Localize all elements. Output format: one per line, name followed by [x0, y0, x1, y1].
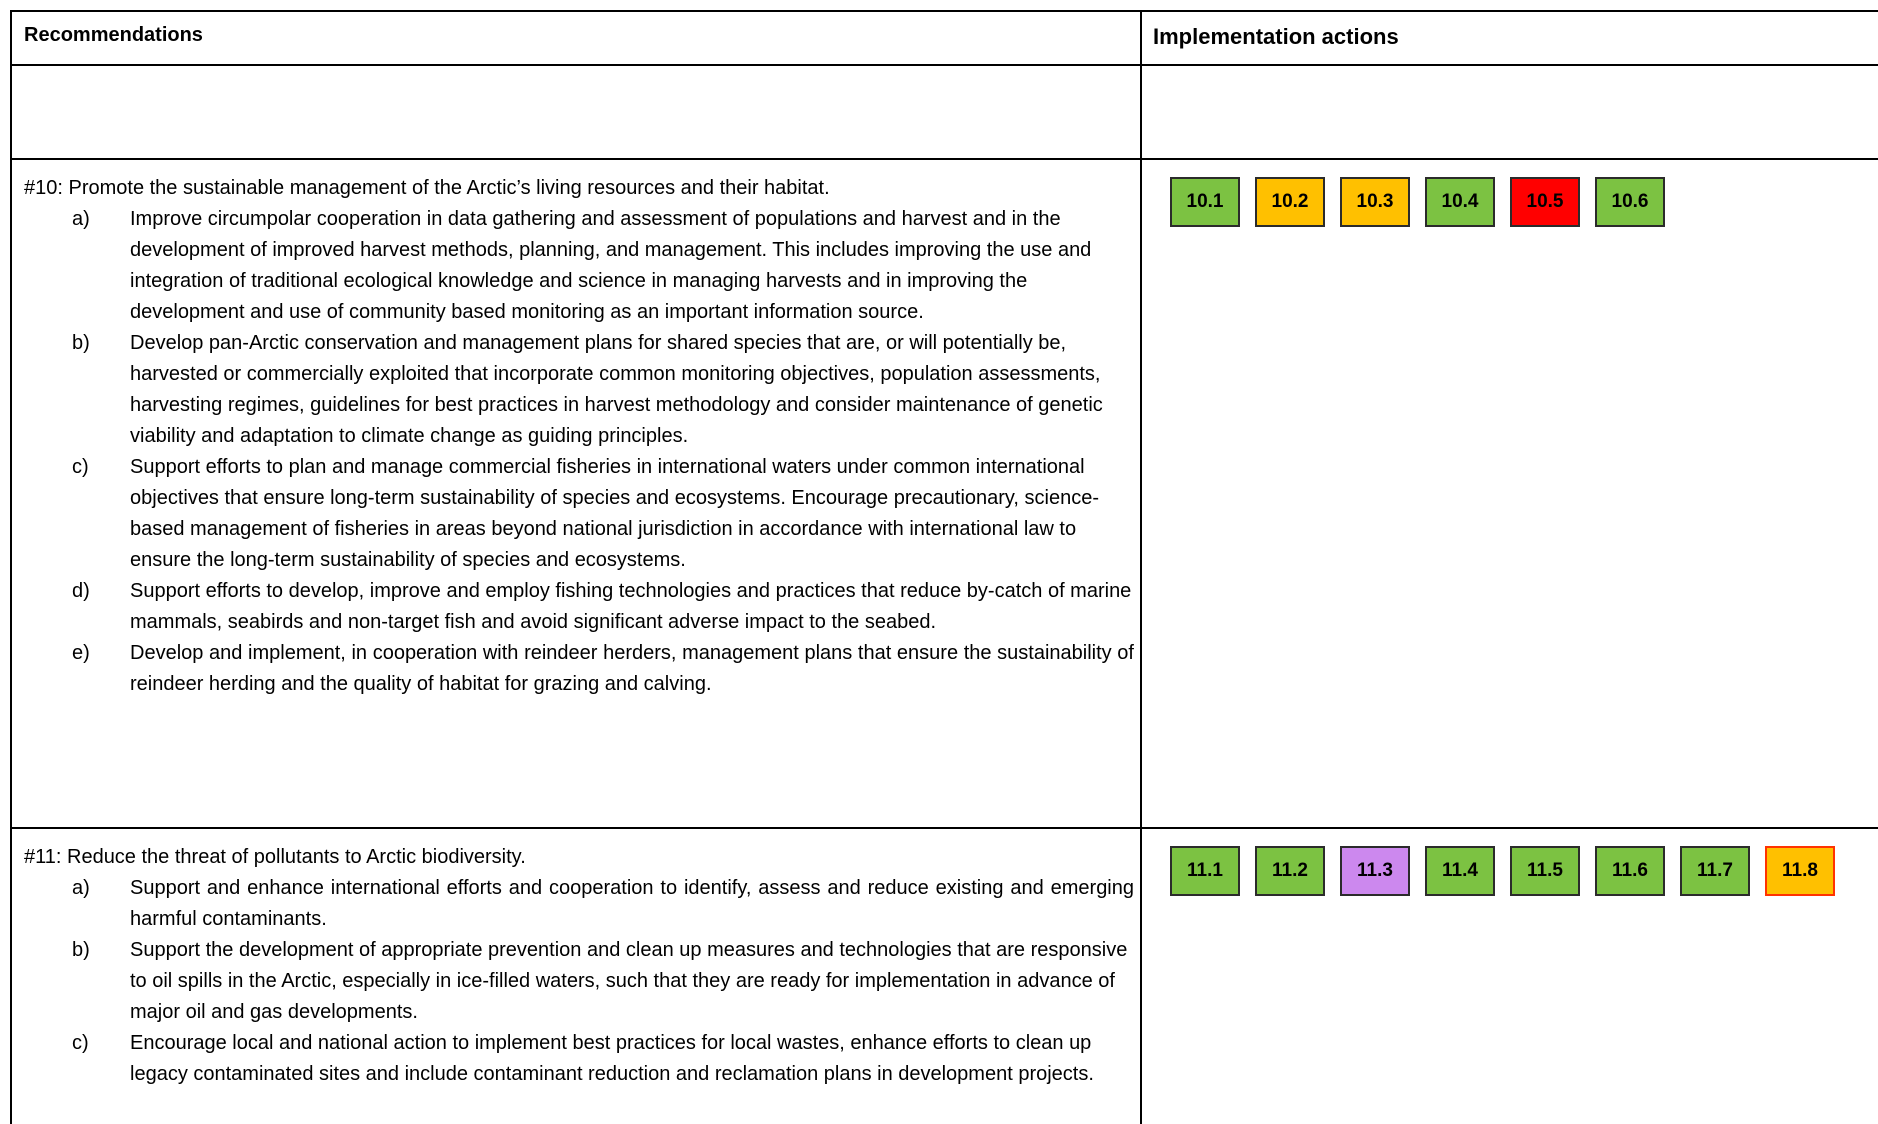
row-divider: [10, 158, 1878, 160]
list-item: [24, 873, 1134, 935]
action-badge: 11.6: [1595, 846, 1665, 896]
item-label: e): [72, 642, 90, 664]
action-badge: 11.7: [1680, 846, 1750, 896]
header-implementation-actions: Implementation actions: [1153, 24, 1399, 49]
list-item: [24, 576, 1134, 638]
item-label: b): [72, 939, 90, 961]
table-border-left: [10, 10, 12, 1124]
action-badge: 11.8: [1765, 846, 1835, 896]
action-badge: 11.2: [1255, 846, 1325, 896]
list-item: [24, 452, 1134, 576]
item-text: Improve circumpolar cooperation in data gathering and assessment of populations and harvest and in the development of improved harvest methods, planning, and management. This includes improving the use and integration of traditional ecological knowledge and science in managing harvests and in improving the development and use of community based monitoring as an important information source.: [130, 208, 1092, 323]
action-badge: 11.1: [1170, 846, 1240, 896]
action-badge: 11.4: [1425, 846, 1495, 896]
column-divider: [1140, 10, 1142, 1124]
item-label: a): [72, 208, 90, 230]
item-label: d): [72, 580, 90, 602]
list-item: [24, 328, 1134, 452]
list-item: [24, 204, 1134, 328]
action-badge: 10.3: [1340, 177, 1410, 227]
action-badge: 11.5: [1510, 846, 1580, 896]
recommendation-title: #11: Reduce the threat of pollutants to Arctic biodiversity.: [24, 846, 526, 868]
recommendation-11: [24, 842, 1134, 1090]
item-text: Develop pan-Arctic conservation and management plans for shared species that are, or will potentially be, harvested or commercially exploited that incorporate common monitoring objectives, population assessments, harvesting regimes, guidelines for best practices in harvest methodology and consider maintenance of genetic viability and adaptation to climate change as guiding principles.: [130, 332, 1103, 447]
item-label: a): [72, 877, 90, 899]
action-badge: 11.3: [1340, 846, 1410, 896]
row-divider: [10, 827, 1878, 829]
list-item: [24, 638, 1134, 700]
list-item: [24, 1028, 1134, 1090]
item-text: Support efforts to develop, improve and employ fishing technologies and practices that reduce by-catch of marine mammals, seabirds and non-target fish and avoid significant adverse impact to the seabed.: [130, 580, 1132, 633]
table-border-top: [10, 10, 1878, 12]
item-label: c): [72, 1032, 89, 1054]
item-label: b): [72, 332, 90, 354]
item-label: c): [72, 456, 89, 478]
header-divider: [10, 64, 1878, 66]
recommendation-title: #10: Promote the sustainable management of the Arctic’s living resources and their habitat.: [24, 177, 830, 199]
item-text: Encourage local and national action to implement best practices for local wastes, enhance efforts to clean up legacy contaminated sites and include contaminant reduction and reclamation plans in development projects.: [130, 1032, 1094, 1085]
action-badge: 10.1: [1170, 177, 1240, 227]
action-badge: 10.4: [1425, 177, 1495, 227]
item-text: Support and enhance international efforts and cooperation to identify, assess and reduce existing and emerging harmful contaminants.: [130, 877, 1134, 930]
recommendations-table: [10, 10, 1878, 1124]
item-text: Support efforts to plan and manage commercial fisheries in international waters under common international objectives that ensure long-term sustainability of species and ecosystems. Encourage precautionary, science-based management of fisheries in areas beyond national jurisdiction in accordance with international law to ensure the long-term sustainability of species and ecosystems.: [130, 456, 1100, 571]
recommendation-10: [24, 173, 1134, 700]
item-text: Develop and implement, in cooperation with reindeer herders, management plans that ensure the sustainability of reindeer herding and the quality of habitat for grazing and calving.: [130, 642, 1134, 695]
actions-11: [1170, 846, 1850, 896]
header-recommendations: Recommendations: [24, 24, 203, 46]
action-badge: 10.6: [1595, 177, 1665, 227]
action-badge: 10.2: [1255, 177, 1325, 227]
list-item: [24, 935, 1134, 1028]
actions-10: [1170, 177, 1680, 227]
item-text: Support the development of appropriate prevention and clean up measures and technologies that are responsive to oil spills in the Arctic, especially in ice-filled waters, such that they are ready for implementation in advance of major oil and gas developments.: [130, 939, 1128, 1023]
action-badge: 10.5: [1510, 177, 1580, 227]
